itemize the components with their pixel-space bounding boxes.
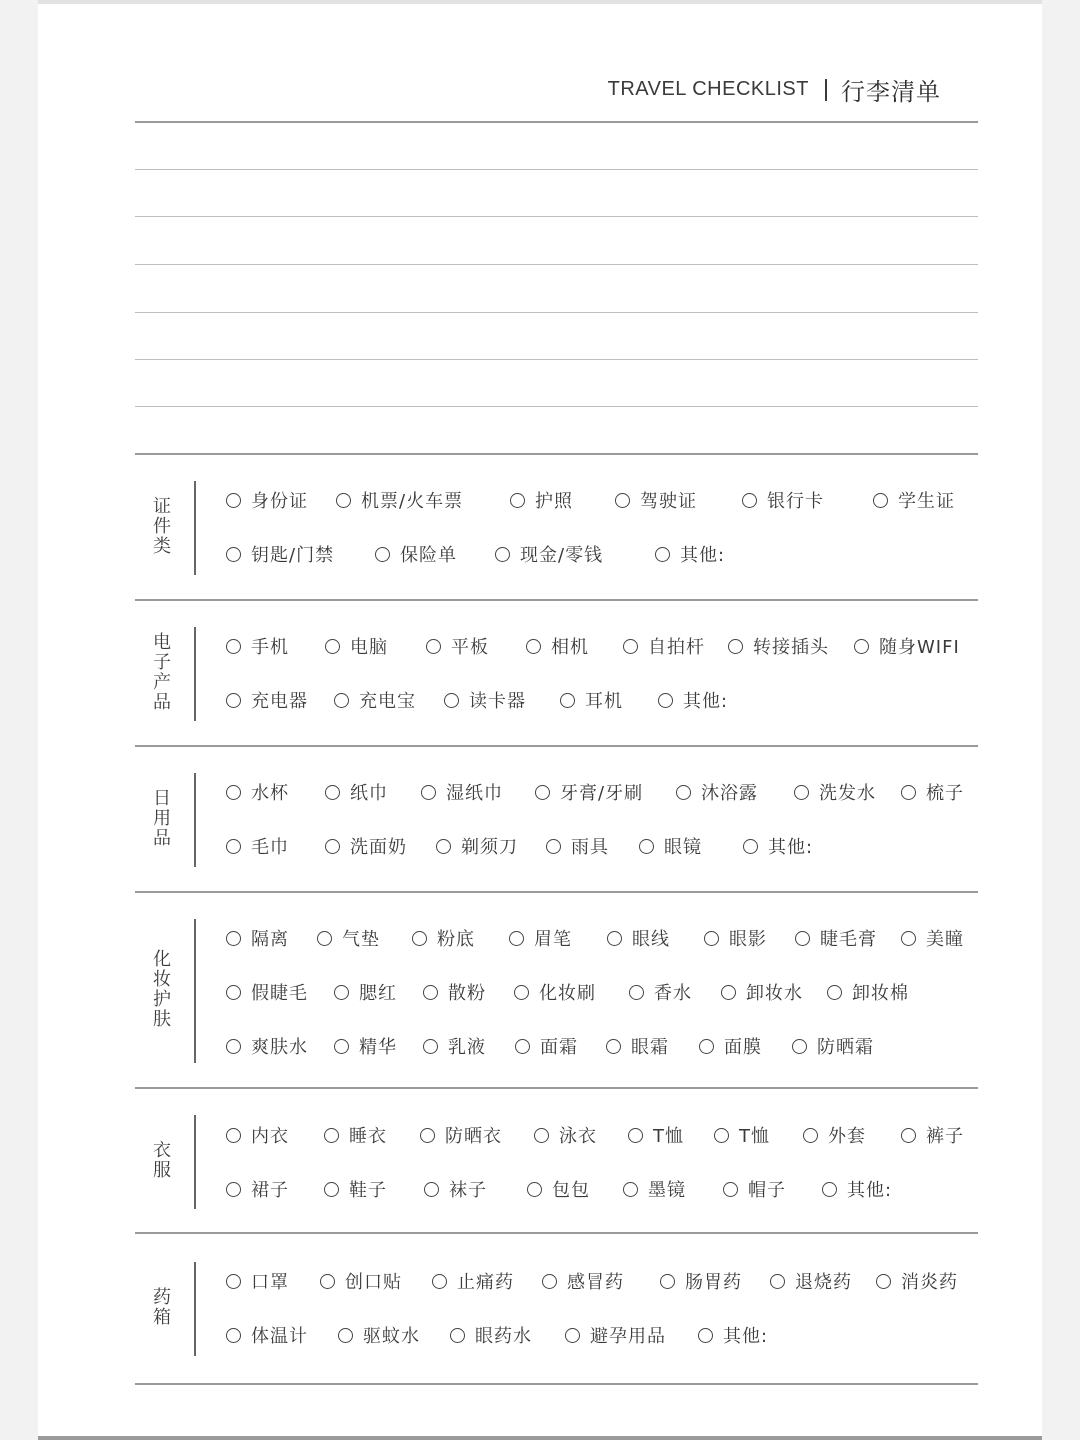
- checklist-item[interactable]: 银行卡: [742, 485, 824, 515]
- checklist-item[interactable]: 耳机: [560, 685, 623, 715]
- checkbox-icon[interactable]: [546, 839, 561, 854]
- title-english: TRAVEL CHECKLIST: [607, 78, 809, 100]
- checkbox-icon[interactable]: [226, 839, 241, 854]
- checkbox-icon[interactable]: [770, 1274, 785, 1289]
- checklist-item[interactable]: 眼霜: [606, 1031, 669, 1061]
- section-bar: [194, 627, 196, 721]
- checkbox-icon[interactable]: [320, 1274, 335, 1289]
- notes-line: [135, 312, 978, 313]
- checklist-item[interactable]: 退烧药: [770, 1266, 852, 1296]
- checklist-item[interactable]: 面霜: [515, 1031, 578, 1061]
- checkbox-icon[interactable]: [526, 639, 541, 654]
- section-label: 衣 服: [153, 1140, 171, 1181]
- checkbox-icon[interactable]: [226, 547, 241, 562]
- checkbox-icon[interactable]: [444, 693, 459, 708]
- checkbox-icon[interactable]: [901, 785, 916, 800]
- checkbox-icon[interactable]: [324, 1128, 339, 1143]
- checkbox-icon[interactable]: [565, 1328, 580, 1343]
- checklist-item[interactable]: 眼线: [607, 923, 670, 953]
- section-bar: [194, 481, 196, 575]
- section-medicine-kit: [135, 1234, 978, 1383]
- checkbox-icon[interactable]: [742, 493, 757, 508]
- checklist-item[interactable]: 内衣: [226, 1120, 289, 1150]
- checklist-item[interactable]: 乳液: [423, 1031, 486, 1061]
- checklist-item[interactable]: 外套: [803, 1120, 866, 1150]
- checklist-item[interactable]: 创口贴: [320, 1266, 402, 1296]
- checklist-item[interactable]: 消炎药: [876, 1266, 958, 1296]
- checklist-item[interactable]: 平板: [426, 631, 489, 661]
- notes-line: [135, 359, 978, 360]
- checkbox-icon[interactable]: [226, 785, 241, 800]
- checkbox-icon[interactable]: [421, 785, 436, 800]
- section-bar: [194, 1115, 196, 1209]
- checkbox-icon[interactable]: [794, 785, 809, 800]
- checklist-item[interactable]: 鞋子: [324, 1174, 387, 1204]
- checkbox-icon[interactable]: [658, 693, 673, 708]
- section-divider: [135, 1383, 978, 1385]
- checkbox-icon[interactable]: [226, 1128, 241, 1143]
- checkbox-icon[interactable]: [423, 1039, 438, 1054]
- checklist-item[interactable]: 防晒霜: [792, 1031, 874, 1061]
- checklist-item[interactable]: 睫毛膏: [795, 923, 877, 953]
- checkbox-icon[interactable]: [854, 639, 869, 654]
- checkbox-icon[interactable]: [510, 493, 525, 508]
- checklist-item[interactable]: 卸妆棉: [827, 977, 909, 1007]
- notes-line: [135, 121, 978, 123]
- checkbox-icon[interactable]: [324, 1182, 339, 1197]
- checkbox-icon[interactable]: [450, 1328, 465, 1343]
- section-label: 化 妆 护 肤: [153, 949, 171, 1030]
- checkbox-icon[interactable]: [698, 1328, 713, 1343]
- checkbox-icon[interactable]: [514, 985, 529, 1000]
- checklist-item[interactable]: 牙膏/牙刷: [535, 777, 643, 807]
- checklist-item[interactable]: 充电器: [226, 685, 308, 715]
- checklist-item[interactable]: 眼镜: [639, 831, 702, 861]
- checkbox-icon[interactable]: [873, 493, 888, 508]
- checklist-item[interactable]: 水杯: [226, 777, 289, 807]
- checkbox-icon[interactable]: [623, 1182, 638, 1197]
- checklist-item[interactable]: 肠胃药: [660, 1266, 742, 1296]
- section-label: 日 用 品: [153, 788, 171, 849]
- checkbox-icon[interactable]: [628, 1128, 643, 1143]
- checkbox-icon[interactable]: [676, 785, 691, 800]
- checkbox-icon[interactable]: [325, 839, 340, 854]
- checklist-item[interactable]: 裤子: [901, 1120, 964, 1150]
- checkbox-icon[interactable]: [560, 693, 575, 708]
- checkbox-icon[interactable]: [714, 1128, 729, 1143]
- checkbox-icon[interactable]: [660, 1274, 675, 1289]
- checklist-item[interactable]: 梳子: [901, 777, 964, 807]
- checkbox-icon[interactable]: [495, 547, 510, 562]
- checkbox-icon[interactable]: [226, 1182, 241, 1197]
- checkbox-icon[interactable]: [226, 1274, 241, 1289]
- checklist-item[interactable]: 其他:: [698, 1320, 768, 1350]
- checklist-item[interactable]: 读卡器: [444, 685, 526, 715]
- checklist-item[interactable]: 气垫: [317, 923, 380, 953]
- section-bar: [194, 919, 196, 1063]
- checklist-item[interactable]: 身份证: [226, 485, 308, 515]
- notes-line: [135, 264, 978, 265]
- checklist-item[interactable]: 爽肤水: [226, 1031, 308, 1061]
- checkbox-icon[interactable]: [876, 1274, 891, 1289]
- checkbox-icon[interactable]: [436, 839, 451, 854]
- checklist-item[interactable]: 眼影: [704, 923, 767, 953]
- checklist-item[interactable]: 其他:: [822, 1174, 892, 1204]
- checkbox-icon[interactable]: [721, 985, 736, 1000]
- checkbox-icon[interactable]: [542, 1274, 557, 1289]
- checklist-item[interactable]: 腮红: [334, 977, 397, 1007]
- checklist-sheet: [38, 4, 1042, 1436]
- checkbox-icon[interactable]: [792, 1039, 807, 1054]
- checklist-item[interactable]: 隔离: [226, 923, 289, 953]
- notes-line: [135, 406, 978, 407]
- checklist-item[interactable]: 剃须刀: [436, 831, 518, 861]
- checklist-item[interactable]: 精华: [334, 1031, 397, 1061]
- checkbox-icon[interactable]: [334, 985, 349, 1000]
- checklist-item[interactable]: 防晒衣: [420, 1120, 502, 1150]
- checkbox-icon[interactable]: [607, 931, 622, 946]
- checklist-item[interactable]: 粉底: [412, 923, 475, 953]
- checklist-item[interactable]: 驱蚊水: [338, 1320, 420, 1350]
- checklist-item[interactable]: 化妆刷: [514, 977, 596, 1007]
- bottom-edge: [38, 1436, 1042, 1440]
- checklist-item[interactable]: 相机: [526, 631, 589, 661]
- notes-line: [135, 169, 978, 170]
- checklist-item[interactable]: 钥匙/门禁: [226, 539, 334, 569]
- checklist-item[interactable]: 眉笔: [509, 923, 572, 953]
- section-makeup-skincare: [135, 893, 978, 1087]
- section-daily-items: [135, 747, 978, 891]
- checklist-item[interactable]: 现金/零钱: [495, 539, 603, 569]
- checkbox-icon[interactable]: [226, 931, 241, 946]
- checkbox-icon[interactable]: [334, 693, 349, 708]
- checklist-item[interactable]: 体温计: [226, 1320, 308, 1350]
- section-bar: [194, 1262, 196, 1356]
- checklist-item[interactable]: 裙子: [226, 1174, 289, 1204]
- checklist-item[interactable]: 充电宝: [334, 685, 416, 715]
- checklist-item[interactable]: 毛巾: [226, 831, 289, 861]
- checkbox-icon[interactable]: [226, 639, 241, 654]
- checklist-item[interactable]: 沐浴露: [676, 777, 758, 807]
- checkbox-icon[interactable]: [901, 931, 916, 946]
- checklist-item[interactable]: 自拍杆: [623, 631, 705, 661]
- checkbox-icon[interactable]: [515, 1039, 530, 1054]
- page-header: [608, 72, 941, 107]
- checklist-item[interactable]: 随身WIFI: [854, 631, 960, 661]
- notes-line: [135, 216, 978, 217]
- checkbox-icon[interactable]: [317, 931, 332, 946]
- checklist-item[interactable]: 手机: [226, 631, 289, 661]
- checklist-item[interactable]: 感冒药: [542, 1266, 624, 1296]
- checkbox-icon[interactable]: [226, 693, 241, 708]
- checkbox-icon[interactable]: [527, 1182, 542, 1197]
- checkbox-icon[interactable]: [325, 785, 340, 800]
- section-label: 证 件 类: [153, 496, 171, 557]
- checklist-item[interactable]: 机票/火车票: [336, 485, 463, 515]
- checkbox-icon[interactable]: [728, 639, 743, 654]
- checkbox-icon[interactable]: [226, 1328, 241, 1343]
- checklist-item[interactable]: 洗发水: [794, 777, 876, 807]
- checklist-item[interactable]: 驾驶证: [615, 485, 697, 515]
- checkbox-icon[interactable]: [426, 639, 441, 654]
- checkbox-icon[interactable]: [412, 931, 427, 946]
- checkbox-icon[interactable]: [226, 985, 241, 1000]
- checkbox-icon[interactable]: [338, 1328, 353, 1343]
- checkbox-icon[interactable]: [639, 839, 654, 854]
- checkbox-icon[interactable]: [743, 839, 758, 854]
- checkbox-icon[interactable]: [629, 985, 644, 1000]
- checklist-item[interactable]: 洗面奶: [325, 831, 407, 861]
- checklist-item[interactable]: 转接插头: [728, 631, 829, 661]
- checklist-item[interactable]: 墨镜: [623, 1174, 686, 1204]
- checkbox-icon[interactable]: [704, 931, 719, 946]
- checklist-item[interactable]: 雨具: [546, 831, 609, 861]
- checklist-item[interactable]: 美瞳: [901, 923, 964, 953]
- checkbox-icon[interactable]: [699, 1039, 714, 1054]
- checklist-item[interactable]: 止痛药: [432, 1266, 514, 1296]
- checkbox-icon[interactable]: [509, 931, 524, 946]
- checkbox-icon[interactable]: [623, 639, 638, 654]
- checkbox-icon[interactable]: [334, 1039, 349, 1054]
- checklist-item[interactable]: 湿纸巾: [421, 777, 503, 807]
- checkbox-icon[interactable]: [901, 1128, 916, 1143]
- checkbox-icon[interactable]: [424, 1182, 439, 1197]
- checkbox-icon[interactable]: [336, 493, 351, 508]
- title-chinese: 行李清单: [841, 78, 941, 106]
- checklist-item[interactable]: 泳衣: [534, 1120, 597, 1150]
- checklist-item[interactable]: 包包: [527, 1174, 590, 1204]
- checklist-item[interactable]: 护照: [510, 485, 573, 515]
- checklist-item[interactable]: 卸妆水: [721, 977, 803, 1007]
- checklist-item[interactable]: T恤: [628, 1120, 684, 1150]
- checklist-item[interactable]: 纸巾: [325, 777, 388, 807]
- checklist-item[interactable]: T恤: [714, 1120, 770, 1150]
- section-clothing: [135, 1089, 978, 1232]
- checklist-item[interactable]: 香水: [629, 977, 692, 1007]
- checklist-item[interactable]: 眼药水: [450, 1320, 532, 1350]
- checkbox-icon[interactable]: [803, 1128, 818, 1143]
- checklist-item[interactable]: 其他:: [743, 831, 813, 861]
- checkbox-icon[interactable]: [420, 1128, 435, 1143]
- section-bar: [194, 773, 196, 867]
- checkbox-icon[interactable]: [655, 547, 670, 562]
- checkbox-icon[interactable]: [325, 639, 340, 654]
- checklist-item[interactable]: 其他:: [658, 685, 728, 715]
- checkbox-icon[interactable]: [226, 1039, 241, 1054]
- checkbox-icon[interactable]: [822, 1182, 837, 1197]
- checklist-item[interactable]: 袜子: [424, 1174, 487, 1204]
- checklist-item[interactable]: 睡衣: [324, 1120, 387, 1150]
- checklist-item[interactable]: 散粉: [423, 977, 486, 1007]
- checklist-item[interactable]: 假睫毛: [226, 977, 308, 1007]
- checklist-item[interactable]: 帽子: [723, 1174, 786, 1204]
- section-label: 电 子 产 品: [153, 632, 171, 713]
- section-label: 药 箱: [153, 1287, 171, 1328]
- title-divider: [825, 79, 827, 101]
- checklist-item[interactable]: 电脑: [325, 631, 388, 661]
- checklist-item[interactable]: 口罩: [226, 1266, 289, 1296]
- checkbox-icon[interactable]: [535, 785, 550, 800]
- checklist-item[interactable]: 避孕用品: [565, 1320, 666, 1350]
- checkbox-icon[interactable]: [534, 1128, 549, 1143]
- checkbox-icon[interactable]: [615, 493, 630, 508]
- checkbox-icon[interactable]: [827, 985, 842, 1000]
- checkbox-icon[interactable]: [795, 931, 810, 946]
- checkbox-icon[interactable]: [423, 985, 438, 1000]
- checklist-item[interactable]: 其他:: [655, 539, 725, 569]
- checkbox-icon[interactable]: [375, 547, 390, 562]
- section-documents: [135, 455, 978, 599]
- checkbox-icon[interactable]: [226, 493, 241, 508]
- checklist-item[interactable]: 学生证: [873, 485, 955, 515]
- checkbox-icon[interactable]: [723, 1182, 738, 1197]
- checkbox-icon[interactable]: [606, 1039, 621, 1054]
- checkbox-icon[interactable]: [432, 1274, 447, 1289]
- checklist-item[interactable]: 保险单: [375, 539, 457, 569]
- section-electronics: [135, 601, 978, 745]
- checklist-item[interactable]: 面膜: [699, 1031, 762, 1061]
